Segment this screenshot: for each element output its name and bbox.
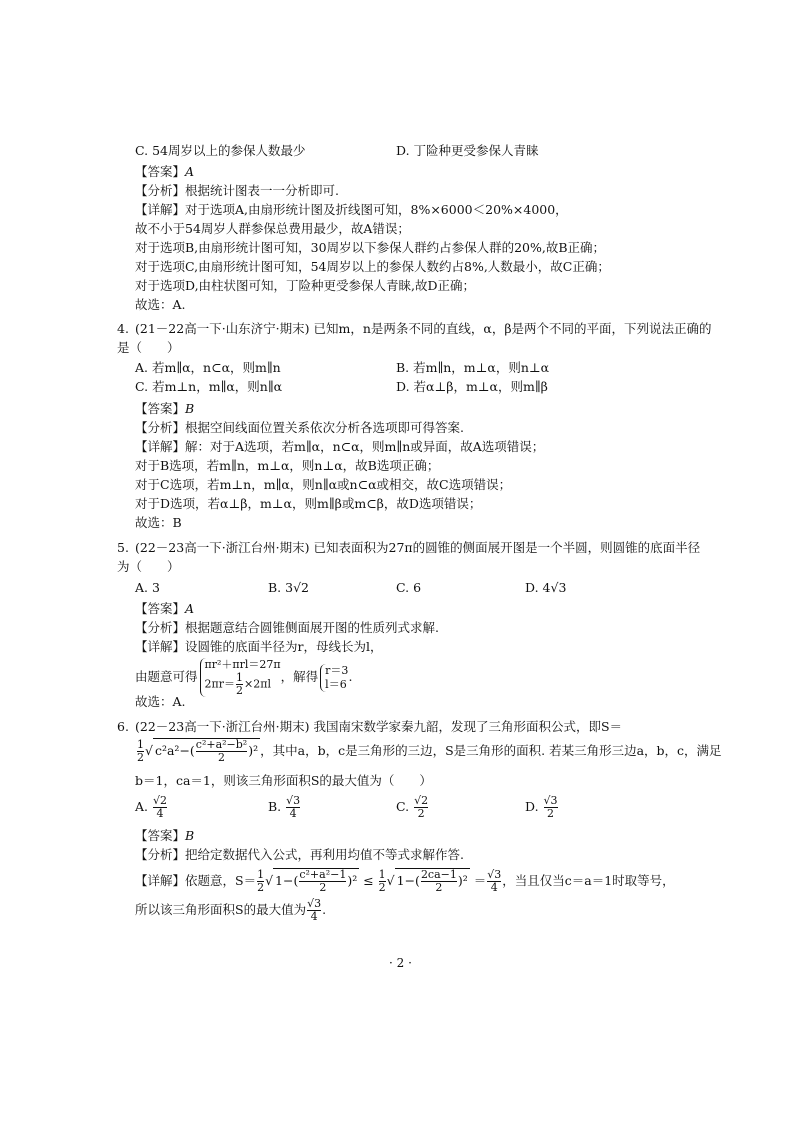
q6-answer: 【答案】B (135, 828, 195, 843)
q6-analysis: 【分析】把给定数据代入公式，再利用均值不等式求解作答. (135, 847, 464, 862)
q5-option-a: A. 3 (135, 580, 160, 595)
q5-half-fraction: $\frac{1}{2}$ (236, 671, 244, 697)
q4-stem-2: 是（ ） (117, 340, 180, 355)
q6-option-b: B. $\frac{√3}{4}$ (268, 794, 301, 820)
q4-stem-1: (21－22高一下·山东济宁·期末) 已知m，n是两条不同的直线，α，β是两个不同的平面，下列说法正确的 (135, 321, 712, 336)
q5-stem-2: 为（ ） (117, 559, 180, 574)
q4-option-a: A. 若m∥α，n⊂α，则m∥n (135, 360, 281, 375)
q6-option-c: C. $\frac{√2}{2}$ (396, 794, 429, 820)
q6-half: $\frac{1}{2}$ (137, 738, 144, 764)
q3-answer: 【答案】A (135, 164, 195, 179)
q6-stem-3: b＝1，ca＝1，则该三角形面积S的最大值为（ ） (135, 773, 432, 788)
q3-detail-1: 【详解】对于选项A,由扇形统计图及折线图可知，8%×6000＜20%×4000， (135, 202, 568, 217)
q4-detail-4: 对于D选项，若α⊥β，m⊥α，则m∥β或m⊂β，故D选项错误； (135, 496, 482, 511)
q5-choose: 故选：A. (135, 694, 186, 709)
q6-option-d: D. $\frac{√3}{2}$ (525, 794, 558, 820)
page-number: · 2 · (389, 956, 412, 970)
q4-analysis: 【分析】根据空间线面位置关系依次分析各选项即可得答案. (135, 420, 464, 435)
q5-stem-1: (22－23高一下·浙江台州·期末) 已知表面积为27π的圆锥的侧面展开图是一个半圆，则圆锥的底面半径 (135, 540, 701, 555)
q4-choose: 故选：B (135, 515, 182, 530)
q3-detail-2: 故不小于54周岁人群参保总费用最少，故A错误； (135, 221, 410, 236)
q4-option-d: D. 若α⊥β，m⊥α，则m∥β (396, 379, 548, 394)
q4-option-b: B. 若m∥n，m⊥α，则n⊥α (396, 360, 550, 375)
q6-formula-line: $\frac{1}{2}$ √ c²a²−( $\frac{\text{c²+a²−b²}}{2}$ )² ，其中a，b，c是三角形的三边，S是三角形的面积. 若某三角形三边a，b，c，满足 (137, 738, 722, 764)
q4-option-c: C. 若m⊥n，m∥α，则n∥α (135, 379, 283, 394)
q6-stem-1: (22－23高一下·浙江台州·期末) 我国南宋数学家秦九韶，发现了三角形面积公式，即S＝ (135, 719, 623, 734)
q5-analysis: 【分析】根据题意结合圆锥侧面展开图的性质列式求解. (135, 620, 439, 635)
q5-answer: 【答案】A (135, 601, 195, 616)
q3-detail-4: 对于选项C,由扇形统计图可知，54周岁以上的参保人数约占8%,人数最小，故C正确； (135, 259, 610, 274)
q5-detail-1: 【详解】设圆锥的底面半径为r，母线长为l， (135, 639, 383, 654)
q6-number: 6. (117, 719, 129, 734)
q5-equation-line: 由题意可得 πr²＋πrl＝27π 2πr＝ $\frac{1}{2}$ ×2πl ，解得 r＝3 l＝6 . (135, 658, 353, 697)
q5-number: 5. (117, 540, 129, 555)
q6-final: 所以该三角形面积S的最大值为 $\frac{√3}{4}$ . (135, 897, 327, 923)
q3-choose: 故选：A. (135, 297, 186, 312)
q6-detail: 【详解】依题意，S＝ $\frac{1}{2}$ √ 1−( $\frac{\text{c²+a²−1}}{2}$ )² ≤ $\frac{1}{2}$ √ 1−( $\frac{2ca-1}{2}$ )² ＝ $\frac{√3}{4}$ ，当且仅当c＝a＝1时取等号， (135, 868, 675, 894)
q4-answer: 【答案】B (135, 401, 195, 416)
q5-system: πr²＋πrl＝27π 2πr＝ $\frac{1}{2}$ ×2πl (200, 658, 281, 697)
q5-option-c: C. 6 (396, 580, 422, 595)
q6-option-a: A. $\frac{√2}{4}$ (135, 794, 168, 820)
q5-solution: r＝3 l＝6 (320, 664, 348, 692)
q3-analysis: 【分析】根据统计图表一一分析即可. (135, 183, 339, 198)
q3-option-d: D. 丁险种更受参保人青睐 (396, 143, 539, 158)
q3-option-c: C. 54周岁以上的参保人数最少 (135, 143, 306, 158)
q6-radicand: c²a²−( $\frac{\text{c²+a²−b²}}{2}$ )² (154, 738, 259, 764)
q5-option-b: B. 3√2 (268, 580, 310, 595)
q3-detail-3: 对于选项B,由扇形统计图可知，30周岁以下参保人群约占参保人群的20%,故B正确； (135, 240, 606, 255)
q4-detail-1: 【详解】解：对于A选项，若m∥α，n⊂α，则m∥n或异面，故A选项错误； (135, 439, 545, 454)
q3-detail-5: 对于选项D,由柱状图可知，丁险种更受参保人青睐,故D正确； (135, 278, 476, 293)
q4-number: 4. (117, 321, 129, 336)
q4-detail-3: 对于C选项，若m⊥n，m∥α，则n∥α或n⊂α或相交，故C选项错误； (135, 477, 512, 492)
q5-option-d: D. 4√3 (525, 580, 567, 595)
q4-detail-2: 对于B选项，若m∥n，m⊥α，则n⊥α，故B选项正确； (135, 458, 440, 473)
